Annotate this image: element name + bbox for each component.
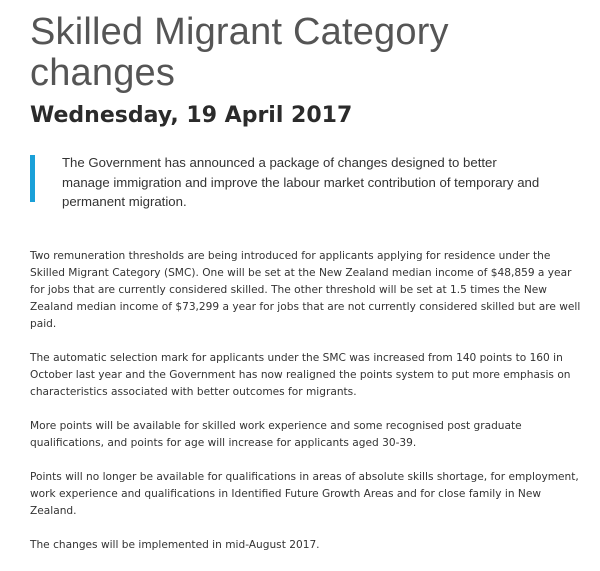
page-title: [30, 12, 590, 94]
lead-block: [30, 153, 542, 212]
lead-accent-bar: [30, 155, 35, 202]
body-paragraph: The changes will be implemented in mid-August 2017.: [30, 538, 320, 551]
article-body: [30, 248, 586, 554]
article: [30, 12, 590, 571]
body-paragraph: Points will no longer be available for qualifications in areas of absolute skills shortage, for employment, work experience and qualifications in Identified Future Growth Areas and for close family in New Zealand.: [30, 470, 579, 517]
body-paragraph: The automatic selection mark for applicants under the SMC was increased from 140 points to 160 in October last year and the Government has now realigned the points system to put more emphasis on characteristics associated with better outcomes for migrants.: [30, 351, 571, 398]
title-line-1: Skilled Migrant Category: [30, 11, 449, 53]
body-paragraph: More points will be available for skilled work experience and some recognised post graduate qualifications, and points for age will increase for applicants aged 30-39.: [30, 419, 522, 449]
lead-paragraph: The Government has announced a package of changes designed to better manage immigration and improve the labour market contribution of temporary and permanent migration.: [62, 155, 540, 209]
title-line-2: changes: [30, 52, 176, 94]
body-paragraph: Two remuneration thresholds are being introduced for applicants applying for residence under the Skilled Migrant Category (SMC). One will be set at the New Zealand median income of $48,859 a year for jobs that are currently considered skilled. The other threshold will be set at 1.5 times the New Zealand median income of $73,299 a year for jobs that are not currently considered skilled but are well paid.: [30, 249, 581, 330]
article-date: Wednesday, 19 April 2017: [30, 103, 353, 128]
